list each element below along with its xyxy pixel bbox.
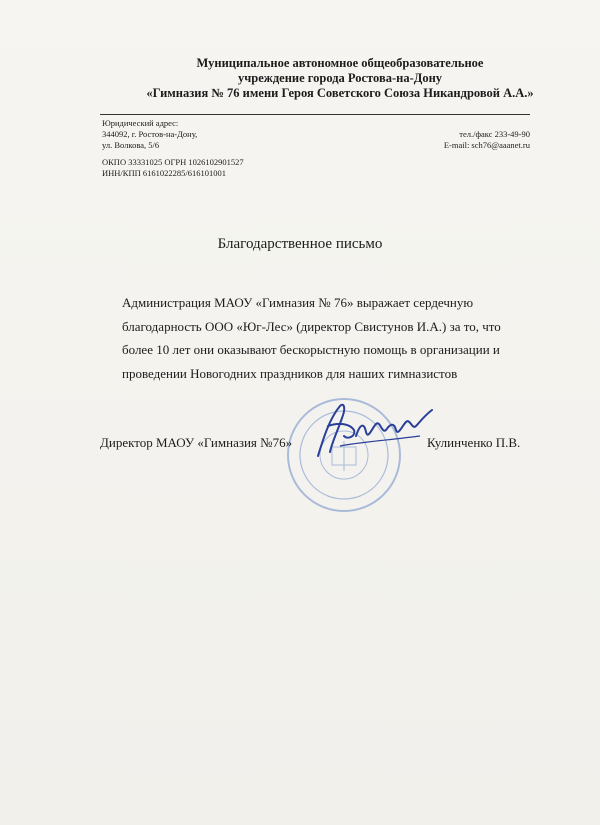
legal-address	[102, 118, 197, 151]
email: E-mail: sch76@aaanet.ru	[443, 140, 530, 150]
org-line-2: учреждение города Ростова-на-Дону	[237, 71, 443, 85]
okpo-ogrn: ОКПО 33331025 ОГРН 1026102901527	[102, 157, 244, 167]
address-line-1: 344092, г. Ростов-на-Дону,	[102, 129, 198, 139]
body-line-2: благодарность ООО «Юг-Лес» (директор Свистунов И.А.) за то, что	[122, 318, 501, 334]
organization-header	[100, 56, 580, 101]
letter-title: Благодарственное письмо	[217, 236, 383, 252]
handwritten-signature	[310, 396, 440, 466]
contacts-block	[444, 129, 530, 151]
inn-kpp: ИНН/КПП 6161022285/616101001	[102, 168, 226, 178]
registration-codes	[102, 157, 244, 179]
director-position: Директор МАОУ «Гимназия №76»	[100, 435, 293, 450]
address-line-2: ул. Волкова, 5/6	[102, 140, 160, 150]
org-line-3: «Гимназия № 76 имени Героя Советского Союза Никандровой А.А.»	[146, 86, 534, 100]
address-label: Юридический адрес:	[102, 118, 179, 128]
director-name: Кулинченко П.В.	[427, 435, 521, 450]
body-line-3: более 10 лет они оказывают бескорыстную помощь в организации и	[122, 342, 500, 357]
body-line-1: Администрация МАОУ «Гимназия № 76» выражает сердечную	[122, 295, 474, 310]
header-divider	[100, 114, 530, 115]
org-line-1: Муниципальное автономное общеобразовательное	[196, 56, 484, 70]
phone-fax: тел./факс 233-49-90	[459, 129, 530, 139]
letter-body	[122, 291, 542, 385]
body-line-4: проведении Новогодних праздников для наших гимназистов	[122, 365, 458, 381]
